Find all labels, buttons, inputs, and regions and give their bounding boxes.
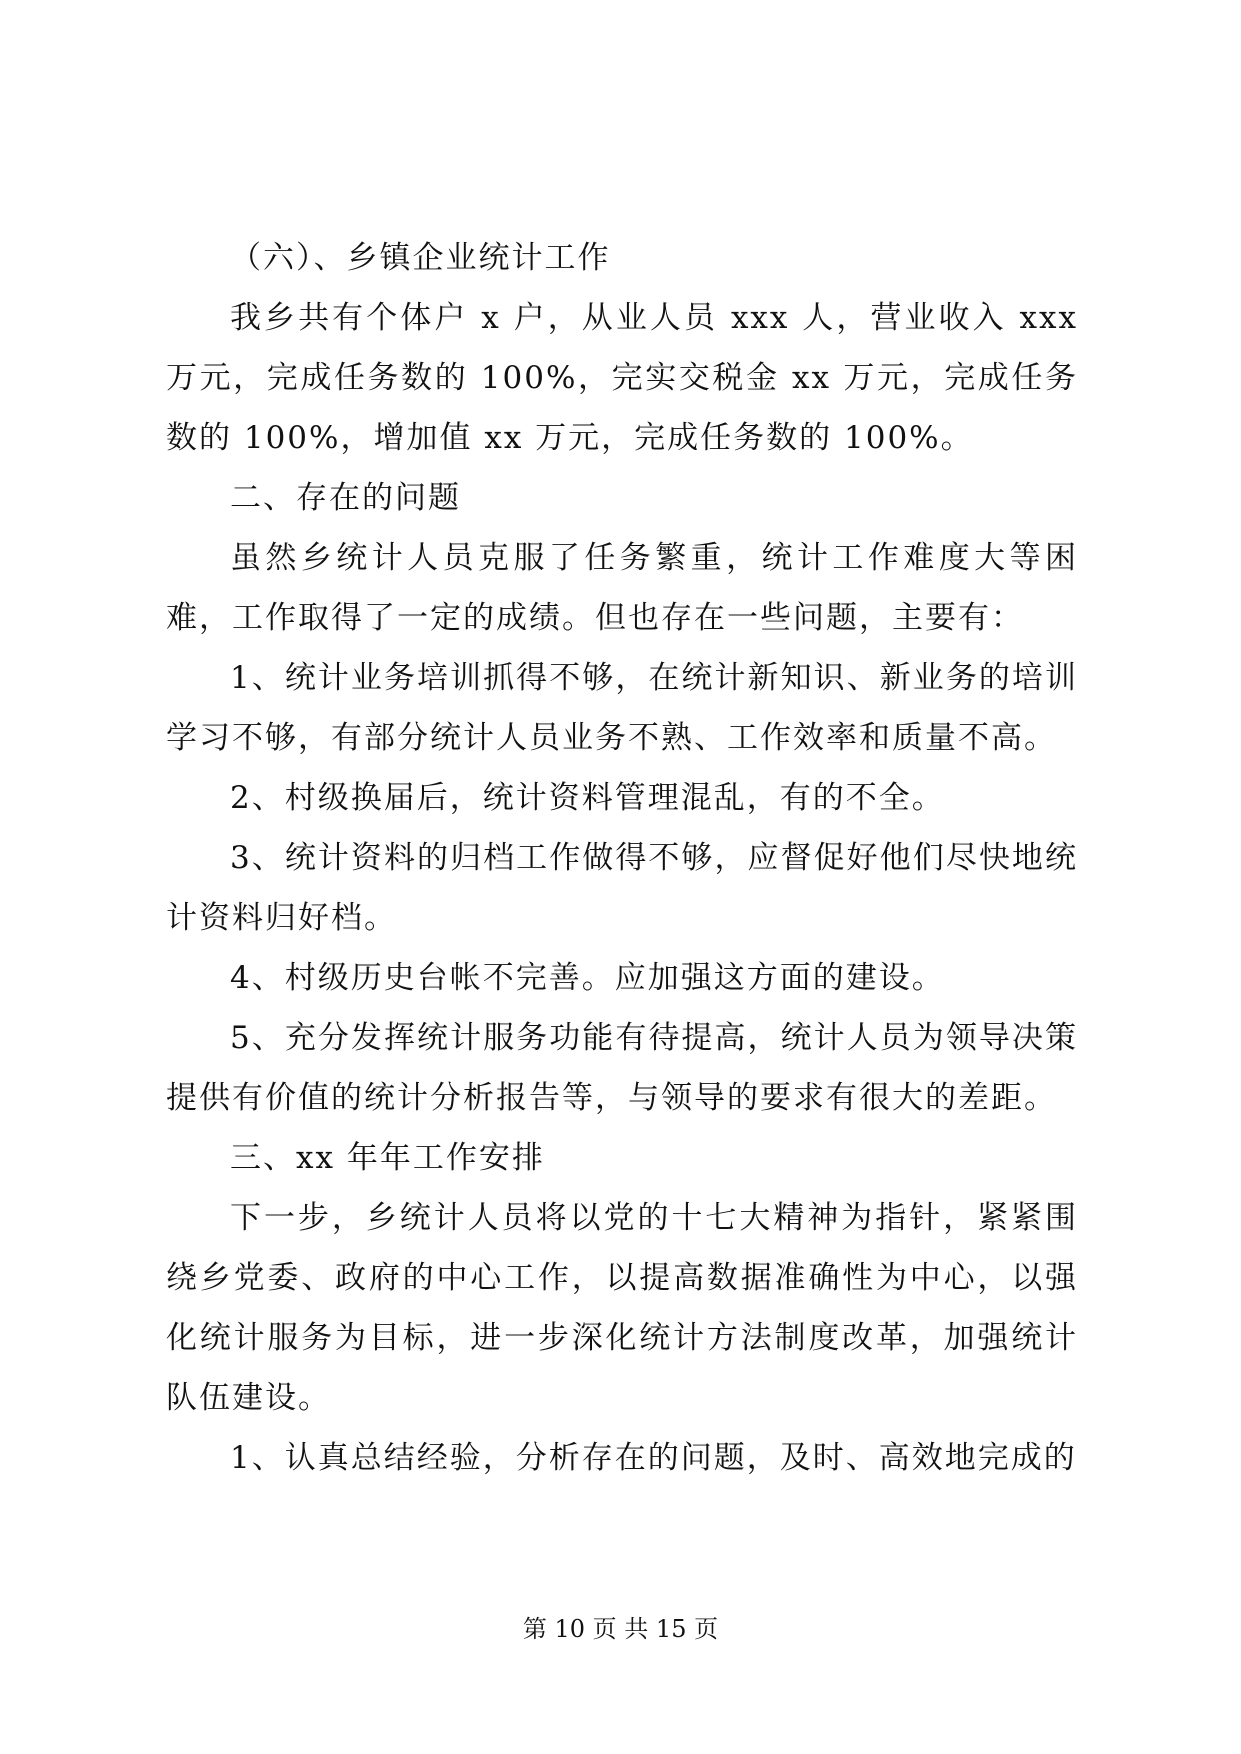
list-item-problem-5: 5、充分发挥统计服务功能有待提高，统计人员为领导决策提供有价值的统计分析报告等，与领导的要求有很大的差距。 bbox=[166, 1020, 1078, 1116]
list-item-problem-3: 3、统计资料的归档工作做得不够，应督促好他们尽快地统计资料归好档。 bbox=[166, 840, 1078, 936]
paragraph-enterprise-figures: 我乡共有个体户 x 户，从业人员 xxx 人，营业收入 xxx 万元，完成任务数的 100%，完实交税金 xx 万元，完成任务数的 100%，增加值 xx 万元，完成任务数的 100%。 bbox=[166, 300, 1078, 456]
list-item-problem-4: 4、村级历史台帐不完善。应加强这方面的建设。 bbox=[230, 960, 945, 996]
page-number-footer: 第 10 页 共 15 页 bbox=[522, 1615, 719, 1643]
paragraph-problems-intro: 虽然乡统计人员克服了任务繁重，统计工作难度大等困难，工作取得了一定的成绩。但也存在一些问题，主要有： bbox=[166, 540, 1078, 636]
paragraph-work-plan-intro: 下一步，乡统计人员将以党的十七大精神为指针，紧紧围绕乡党委、政府的中心工作，以提高数据准确性为中心，以强化统计服务为目标，进一步深化统计方法制度改革，加强统计队伍建设。 bbox=[166, 1200, 1078, 1416]
list-item-problem-2: 2、村级换届后，统计资料管理混乱，有的不全。 bbox=[230, 780, 945, 816]
section-heading-existing-problems: 二、存在的问题 bbox=[230, 480, 461, 516]
section-heading-work-plan: 三、xx 年年工作安排 bbox=[230, 1140, 545, 1176]
list-item-problem-1: 1、统计业务培训抓得不够，在统计新知识、新业务的培训学习不够，有部分统计人员业务不熟、工作效率和质量不高。 bbox=[166, 660, 1078, 756]
section-heading-town-enterprise-statistics: （六）、乡镇企业统计工作 bbox=[230, 240, 611, 276]
list-item-plan-1: 1、认真总结经验，分析存在的问题，及时、高效地完成的 bbox=[230, 1440, 1077, 1476]
document-body bbox=[166, 228, 1078, 1488]
